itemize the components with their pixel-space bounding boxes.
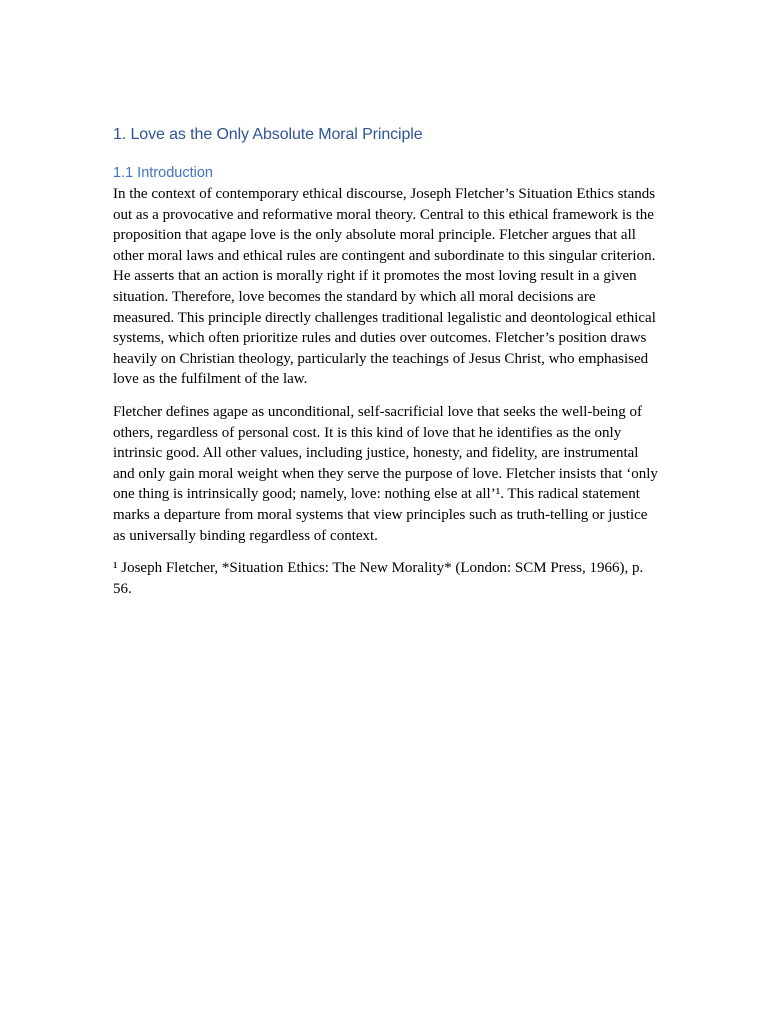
paragraph-agape-definition: Fletcher defines agape as unconditional, self-sacrificial love that seeks the well-being of others, regardless of personal cost. It is this kind of love that he identifies as the only intrinsic good. All other values, including justice, honesty, and fidelity, are instrumental and only gain moral weight when they serve the purpose of love. Fletcher insists that ‘only one thing is intrinsically good; namely, love: nothing else at all’¹. This radical statement marks a departure from moral systems that view principles such as truth-telling or justice as universally binding regardless of context.	[113, 403, 658, 544]
paragraph-introduction: In the context of contemporary ethical discourse, Joseph Fletcher’s Situation Ethics stands out as a provocative and reformative moral theory. Central to this ethical framework is the proposition that agape love is the only absolute moral principle. Fletcher argues that all other moral laws and ethical rules are contingent and subordinate to this singular criterion. He asserts that an action is morally right if it promotes the most loving result in a given situation. Therefore, love becomes the standard by which all moral decisions are measured. This principle directly challenges traditional legalistic and deontological ethical systems, which often prioritize rules and duties over outcomes. Fletcher’s position draws heavily on Christian theology, particularly the teachings of Jesus Christ, who emphasised love as the fulfilment of the law.	[113, 186, 656, 388]
subsection-heading: 1.1 Introduction	[113, 165, 213, 181]
section-heading: 1. Love as the Only Absolute Moral Principle	[113, 126, 423, 143]
document-page	[113, 122, 658, 611]
footnote: ¹ Joseph Fletcher, *Situation Ethics: The New Morality* (London: SCM Press, 1966), p. 56.	[113, 560, 644, 597]
